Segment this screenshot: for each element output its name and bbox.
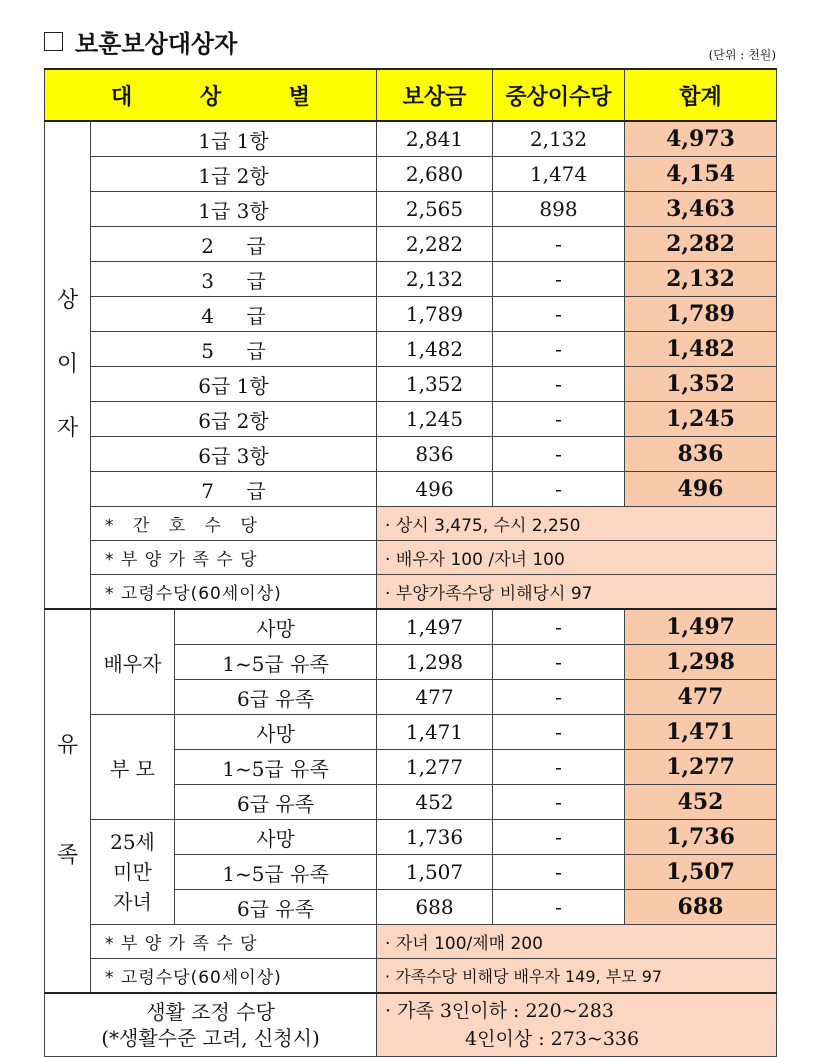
grade-cell: 1급 2항 [91, 157, 377, 192]
living-row [45, 993, 777, 1057]
living-label [45, 993, 377, 1057]
unit-label: (단위 : 천원) [708, 48, 776, 62]
extra-cell: - [493, 645, 625, 680]
living-value [377, 993, 777, 1057]
total-cell: 1,352 [625, 367, 777, 402]
table-row [45, 262, 777, 297]
extra-cell: - [493, 820, 625, 855]
note-row [45, 925, 777, 959]
note-value: · 부양가족수당 비해당시 97 [377, 575, 777, 610]
table-row [45, 367, 777, 402]
table-row [45, 332, 777, 367]
subgroup-label-line: 미만 [113, 860, 152, 884]
page-title [44, 24, 237, 59]
subgroup-label-line: 25세 [110, 830, 155, 854]
note-value: · 자녀 100/제매 200 [377, 925, 777, 959]
living-label-line: 생활 조정 수당 [146, 1000, 275, 1024]
grade-cell: 5 급 [91, 332, 377, 367]
type-cell: 6급 유족 [175, 890, 377, 925]
table-row [45, 297, 777, 332]
grade-cell: 2 급 [91, 227, 377, 262]
type-cell: 사망 [175, 609, 377, 645]
extra-cell: - [493, 715, 625, 750]
comp-cell: 1,298 [377, 645, 493, 680]
extra-cell: - [493, 472, 625, 507]
title-text: 보훈보상대상자 [75, 29, 238, 58]
total-cell: 496 [625, 472, 777, 507]
total-cell: 477 [625, 680, 777, 715]
type-cell: 사망 [175, 820, 377, 855]
note-row [45, 507, 777, 541]
grade-cell: 1급 1항 [91, 121, 377, 157]
checkbox-square-icon [44, 32, 63, 51]
total-cell: 4,973 [625, 121, 777, 157]
grade-cell: 7 급 [91, 472, 377, 507]
comp-cell: 1,736 [377, 820, 493, 855]
type-cell: 1~5급 유족 [175, 750, 377, 785]
type-cell: 6급 유족 [175, 785, 377, 820]
grade-cell: 6급 3항 [91, 437, 377, 472]
extra-cell: - [493, 367, 625, 402]
note-row [45, 959, 777, 994]
table-row [45, 437, 777, 472]
comp-cell: 1,471 [377, 715, 493, 750]
total-cell: 688 [625, 890, 777, 925]
table-row [45, 121, 777, 157]
note-label: * 고령수당(60세이상) [91, 959, 377, 994]
note-row [45, 541, 777, 575]
note-value: · 가족수당 비해당 배우자 149, 부모 97 [377, 959, 777, 994]
total-cell: 3,463 [625, 192, 777, 227]
grade-cell: 6급 1항 [91, 367, 377, 402]
header-total: 합계 [625, 69, 777, 121]
note-label: * 부 양 가 족 수 당 [91, 541, 377, 575]
comp-cell: 477 [377, 680, 493, 715]
total-cell: 1,497 [625, 609, 777, 645]
header-compensation: 보상금 [377, 69, 493, 121]
comp-cell: 1,352 [377, 367, 493, 402]
note-value: · 배우자 100 /자녀 100 [377, 541, 777, 575]
extra-cell: - [493, 227, 625, 262]
note-label: * 고령수당(60세이상) [91, 575, 377, 610]
total-cell: 1,245 [625, 402, 777, 437]
comp-cell: 1,497 [377, 609, 493, 645]
total-cell: 2,282 [625, 227, 777, 262]
table-row [45, 157, 777, 192]
type-cell: 1~5급 유족 [175, 855, 377, 890]
comp-cell: 1,789 [377, 297, 493, 332]
grade-cell: 4 급 [91, 297, 377, 332]
extra-cell: - [493, 332, 625, 367]
comp-cell: 1,482 [377, 332, 493, 367]
total-cell: 2,132 [625, 262, 777, 297]
extra-cell: - [493, 750, 625, 785]
living-value-line: 4인이상 : 273~336 [465, 1028, 640, 1050]
type-cell: 1~5급 유족 [175, 645, 377, 680]
subgroup-label: 배우자 [91, 609, 175, 715]
subgroup-label [91, 820, 175, 925]
comp-cell: 1,277 [377, 750, 493, 785]
extra-cell: - [493, 609, 625, 645]
total-cell: 1,277 [625, 750, 777, 785]
comp-cell: 2,841 [377, 121, 493, 157]
table-row [45, 192, 777, 227]
comp-cell: 2,565 [377, 192, 493, 227]
total-cell: 1,482 [625, 332, 777, 367]
comp-cell: 688 [377, 890, 493, 925]
subgroup-label: 부 모 [91, 715, 175, 820]
total-cell: 1,471 [625, 715, 777, 750]
total-cell: 836 [625, 437, 777, 472]
grade-cell: 6급 2항 [91, 402, 377, 437]
grade-cell: 1급 3항 [91, 192, 377, 227]
total-cell: 1,298 [625, 645, 777, 680]
bereaved-group-label: 유 족 [45, 609, 91, 993]
extra-cell: - [493, 437, 625, 472]
type-cell: 6급 유족 [175, 680, 377, 715]
living-label-line: (*생활수준 고려, 신청시) [101, 1026, 320, 1050]
table-row [45, 609, 777, 645]
living-value-line: · 가족 3인이하 : 220~283 [385, 1000, 614, 1022]
total-cell: 4,154 [625, 157, 777, 192]
table-row [45, 227, 777, 262]
injured-group-label: 상 이 자 [45, 121, 91, 609]
extra-cell: - [493, 402, 625, 437]
comp-cell: 2,680 [377, 157, 493, 192]
extra-cell: - [493, 785, 625, 820]
subgroup-label-line: 자녀 [113, 890, 152, 914]
note-row [45, 575, 777, 610]
total-cell: 1,736 [625, 820, 777, 855]
extra-cell: 898 [493, 192, 625, 227]
compensation-table [44, 68, 777, 1057]
comp-cell: 1,507 [377, 855, 493, 890]
comp-cell: 1,245 [377, 402, 493, 437]
extra-cell: 1,474 [493, 157, 625, 192]
comp-cell: 2,132 [377, 262, 493, 297]
note-label: * 부 양 가 족 수 당 [91, 925, 377, 959]
extra-cell: 2,132 [493, 121, 625, 157]
table-row [45, 402, 777, 437]
grade-cell: 3 급 [91, 262, 377, 297]
note-value: · 상시 3,475, 수시 2,250 [377, 507, 777, 541]
total-cell: 1,507 [625, 855, 777, 890]
total-cell: 1,789 [625, 297, 777, 332]
extra-cell: - [493, 680, 625, 715]
comp-cell: 836 [377, 437, 493, 472]
extra-cell: - [493, 890, 625, 925]
table-row [45, 820, 777, 855]
header-extra-allowance: 중상이수당 [493, 69, 625, 121]
note-label: * 간 호 수 당 [91, 507, 377, 541]
table-row [45, 715, 777, 750]
extra-cell: - [493, 262, 625, 297]
extra-cell: - [493, 297, 625, 332]
type-cell: 사망 [175, 715, 377, 750]
header-category: 대 상 별 [45, 69, 377, 121]
table-row [45, 472, 777, 507]
extra-cell: - [493, 855, 625, 890]
comp-cell: 452 [377, 785, 493, 820]
comp-cell: 496 [377, 472, 493, 507]
comp-cell: 2,282 [377, 227, 493, 262]
total-cell: 452 [625, 785, 777, 820]
